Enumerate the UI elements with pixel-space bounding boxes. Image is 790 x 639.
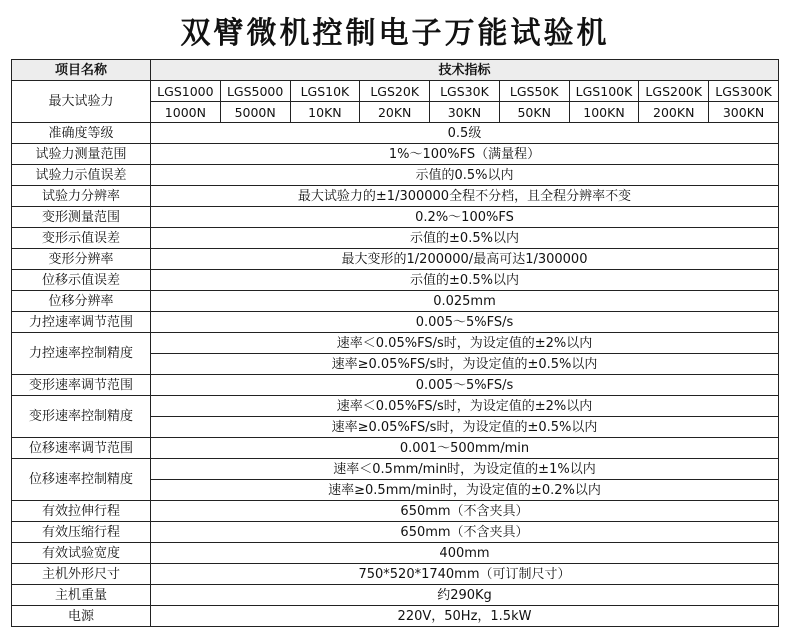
table-row [12, 564, 779, 585]
row-label: 位移分辨率 [12, 291, 151, 312]
row-value: 速率＜0.5mm/min时，为设定值的±1%以内 [151, 459, 779, 480]
row-label: 有效试验宽度 [12, 543, 151, 564]
model-cell: LGS30K [430, 81, 500, 102]
row-value: 0.5级 [151, 123, 779, 144]
row-value: 0.005～5%FS/s [151, 312, 779, 333]
table-row [12, 228, 779, 249]
row-label: 试验力测量范围 [12, 144, 151, 165]
force-cell: 200KN [639, 102, 709, 123]
force-cell: 100KN [569, 102, 639, 123]
table-row [12, 291, 779, 312]
table-row [12, 333, 779, 354]
row-value: 750*520*1740mm（可订制尺寸） [151, 564, 779, 585]
row-value: 0.005～5%FS/s [151, 375, 779, 396]
model-cell: LGS100K [569, 81, 639, 102]
row-label: 试验力示值误差 [12, 165, 151, 186]
table-row [12, 207, 779, 228]
force-cell: 30KN [430, 102, 500, 123]
spec-table [11, 59, 779, 627]
header-spec-cell: 技术指标 [151, 60, 779, 81]
row-label: 位移示值误差 [12, 270, 151, 291]
row-label: 变形分辨率 [12, 249, 151, 270]
row-value: 最大试验力的±1/300000全程不分档，且全程分辨率不变 [151, 186, 779, 207]
row-label: 变形速率控制精度 [12, 396, 151, 438]
table-row [12, 375, 779, 396]
table-row [12, 270, 779, 291]
row-label: 力控速率控制精度 [12, 333, 151, 375]
model-cell: LGS300K [709, 81, 779, 102]
table-row [12, 585, 779, 606]
row-label: 位移速率调节范围 [12, 438, 151, 459]
row-value: 220V，50Hz，1.5kW [151, 606, 779, 627]
row-value: 速率≥0.05%FS/s时，为设定值的±0.5%以内 [151, 417, 779, 438]
table-row [12, 312, 779, 333]
row-value: 速率＜0.05%FS/s时，为设定值的±2%以内 [151, 333, 779, 354]
row-label: 主机重量 [12, 585, 151, 606]
table-row [12, 249, 779, 270]
row-label: 有效拉伸行程 [12, 501, 151, 522]
row-label: 电源 [12, 606, 151, 627]
row-label: 变形示值误差 [12, 228, 151, 249]
force-cell: 20KN [360, 102, 430, 123]
table-row [12, 396, 779, 417]
model-cell: LGS10K [290, 81, 360, 102]
row-value: 1%～100%FS（满量程） [151, 144, 779, 165]
row-label: 主机外形尺寸 [12, 564, 151, 585]
table-row [12, 144, 779, 165]
row-value: 约290Kg [151, 585, 779, 606]
row-label: 力控速率调节范围 [12, 312, 151, 333]
row-label: 最大试验力 [12, 81, 151, 123]
model-cell: LGS200K [639, 81, 709, 102]
row-label: 有效压缩行程 [12, 522, 151, 543]
row-label: 试验力分辨率 [12, 186, 151, 207]
table-row [12, 186, 779, 207]
row-value: 400mm [151, 543, 779, 564]
force-cell: 1000N [151, 102, 221, 123]
model-cell: LGS50K [499, 81, 569, 102]
force-cell: 10KN [290, 102, 360, 123]
page-title: 双臂微机控制电子万能试验机 [180, 16, 610, 51]
force-cell: 5000N [220, 102, 290, 123]
row-value: 0.025mm [151, 291, 779, 312]
header-item-cell: 项目名称 [12, 60, 151, 81]
model-cell: LGS5000 [220, 81, 290, 102]
row-value: 速率＜0.05%FS/s时，为设定值的±2%以内 [151, 396, 779, 417]
table-row [12, 438, 779, 459]
table-row [12, 501, 779, 522]
table-row [12, 459, 779, 480]
row-value: 0.2%～100%FS [151, 207, 779, 228]
row-value: 650mm（不含夹具） [151, 522, 779, 543]
row-value: 650mm（不含夹具） [151, 501, 779, 522]
row-value: 最大变形的1/200000/最高可达1/300000 [151, 249, 779, 270]
row-value: 示值的±0.5%以内 [151, 228, 779, 249]
table-row [12, 81, 779, 102]
table-header-row [12, 60, 779, 81]
row-label: 变形速率调节范围 [12, 375, 151, 396]
table-row [12, 543, 779, 564]
row-value: 示值的0.5%以内 [151, 165, 779, 186]
row-label: 变形测量范围 [12, 207, 151, 228]
table-row [12, 522, 779, 543]
table-row [12, 606, 779, 627]
force-cell: 300KN [709, 102, 779, 123]
table-row [12, 123, 779, 144]
force-cell: 50KN [499, 102, 569, 123]
row-value: 速率≥0.05%FS/s时，为设定值的±0.5%以内 [151, 354, 779, 375]
model-cell: LGS20K [360, 81, 430, 102]
row-value: 0.001～500mm/min [151, 438, 779, 459]
model-cell: LGS1000 [151, 81, 221, 102]
row-value: 速率≥0.5mm/min时，为设定值的±0.2%以内 [151, 480, 779, 501]
row-label: 准确度等级 [12, 123, 151, 144]
row-label: 位移速率控制精度 [12, 459, 151, 501]
table-row [12, 165, 779, 186]
row-value: 示值的±0.5%以内 [151, 270, 779, 291]
